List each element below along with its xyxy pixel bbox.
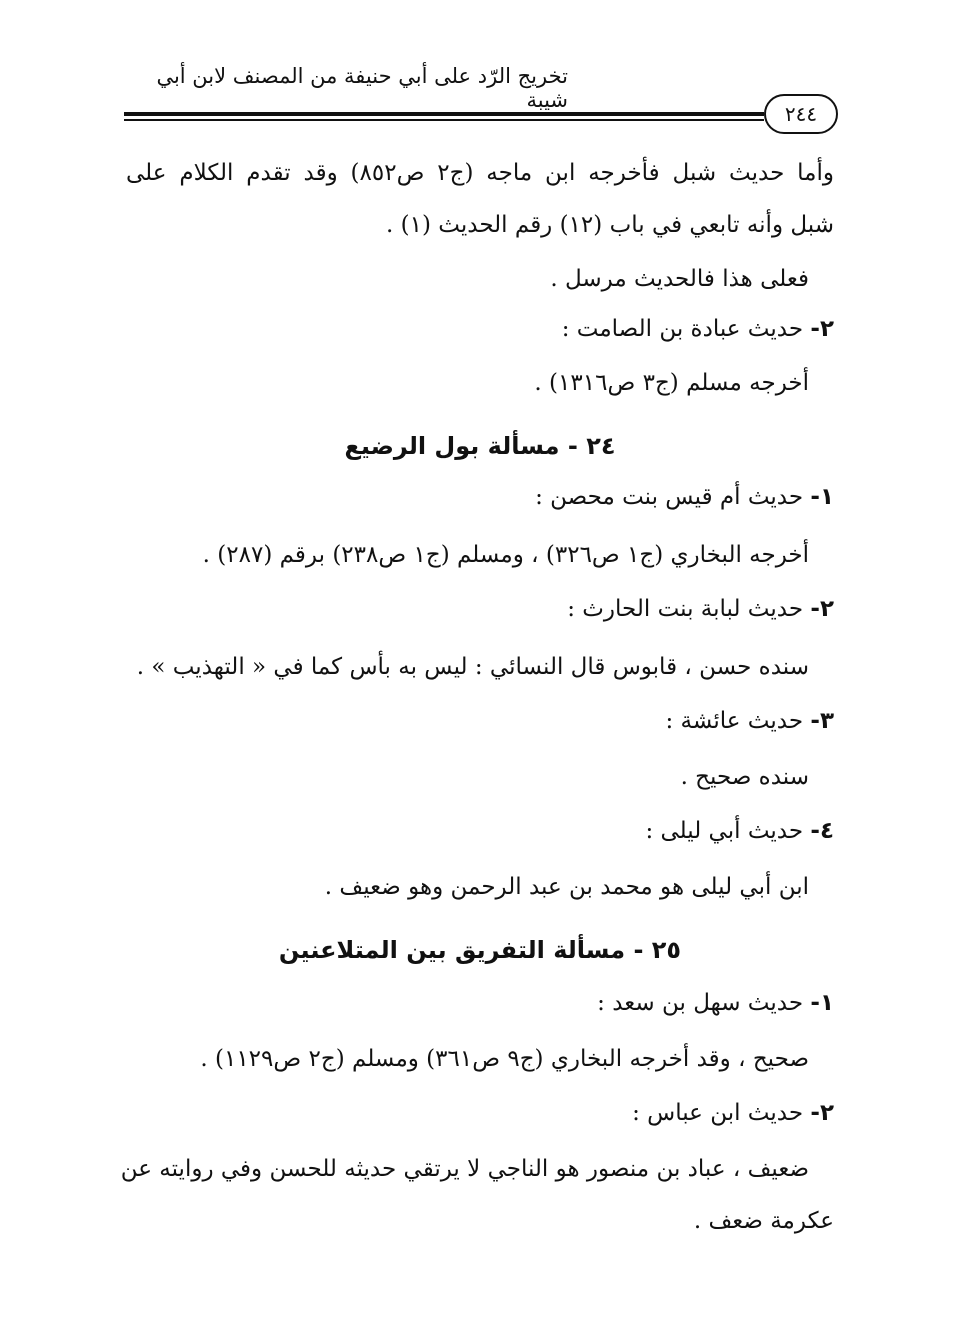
item-text: حديث عائشة : — [665, 708, 804, 734]
body-line-2: شبل وأنه تابعي في باب (١٢) رقم الحديث (١) . — [386, 212, 834, 238]
body-line-20: عكرمة ضعف . — [693, 1208, 834, 1234]
body-line-3: فعلى هذا فالحديث مرسل . — [550, 266, 809, 292]
body-line-14: ابن أبي ليلى هو محمد بن عبد الرحمن وهو ضعيف . — [324, 874, 809, 900]
page-number-badge: ٢٤٤ — [764, 94, 838, 134]
item-text: حديث عبادة بن الصامت : — [561, 316, 804, 342]
running-header-title: تخريج الرّد على أبي حنيفة من المصنف لابن أبي شيبة — [156, 64, 568, 112]
item-1-title — [535, 484, 834, 510]
item-text: حديث ابن عباس : — [632, 1100, 804, 1126]
section-title: مسألة التفريق بين المتلاعنين — [278, 936, 626, 964]
item-2b-title — [567, 596, 834, 622]
item-2-title — [562, 316, 834, 342]
body-line-17: صحيح ، وقد أخرجه البخاري (ج٩ ص٣٦١) ومسلم (ج٢ ص١١٢٩) . — [200, 1046, 809, 1072]
section-heading-25 — [126, 936, 834, 964]
body-line-1: وأما حديث شبل فأخرجه ابن ماجه (ج٢ ص٨٥٢) وقد تقدم الكلام على — [126, 160, 834, 186]
body-line-8: أخرجه البخاري (ج١ ص٣٢٦) ، ومسلم (ج١ ص٢٣٨) برقم (٢٨٧) . — [202, 542, 809, 568]
item-text: حديث أبي ليلى : — [645, 818, 804, 844]
item-3-title — [665, 708, 834, 734]
header-rule-thin — [124, 119, 764, 121]
item-number: ٢- — [810, 1100, 834, 1126]
body-line-10: سنده حسن ، قابوس قال النسائي : ليس به بأس كما في « التهذيب » . — [136, 654, 809, 680]
item-4-title — [645, 818, 834, 844]
item-2c-title — [632, 1100, 834, 1126]
item-number: ٤- — [810, 818, 834, 844]
item-number: ٣- — [810, 708, 834, 734]
item-number: ١- — [810, 484, 834, 510]
item-number: ١- — [810, 990, 834, 1016]
section-heading-24 — [126, 432, 834, 460]
section-number: ٢٥ - — [633, 936, 682, 964]
item-text: حديث سهل بن سعد : — [597, 990, 804, 1016]
item-text: حديث لبابة بنت الحارث : — [567, 596, 804, 622]
item-text: حديث أم قيس بنت محصن : — [535, 484, 804, 510]
item-1b-title — [597, 990, 834, 1016]
body-line-12: سنده صحيح . — [680, 764, 809, 790]
section-title: مسألة بول الرضيع — [344, 432, 560, 460]
section-number: ٢٤ - — [567, 432, 616, 460]
item-number: ٢- — [810, 596, 834, 622]
item-number: ٢- — [810, 316, 834, 342]
body-line-19: ضعيف ، عباد بن منصور هو الناجي لا يرتقي حديثه للحسن وفي روايته عن — [120, 1156, 809, 1182]
body-line-5: أخرجه مسلم (ج٣ ص١٣١٦) . — [534, 370, 809, 396]
header-rule-thick — [124, 112, 764, 116]
